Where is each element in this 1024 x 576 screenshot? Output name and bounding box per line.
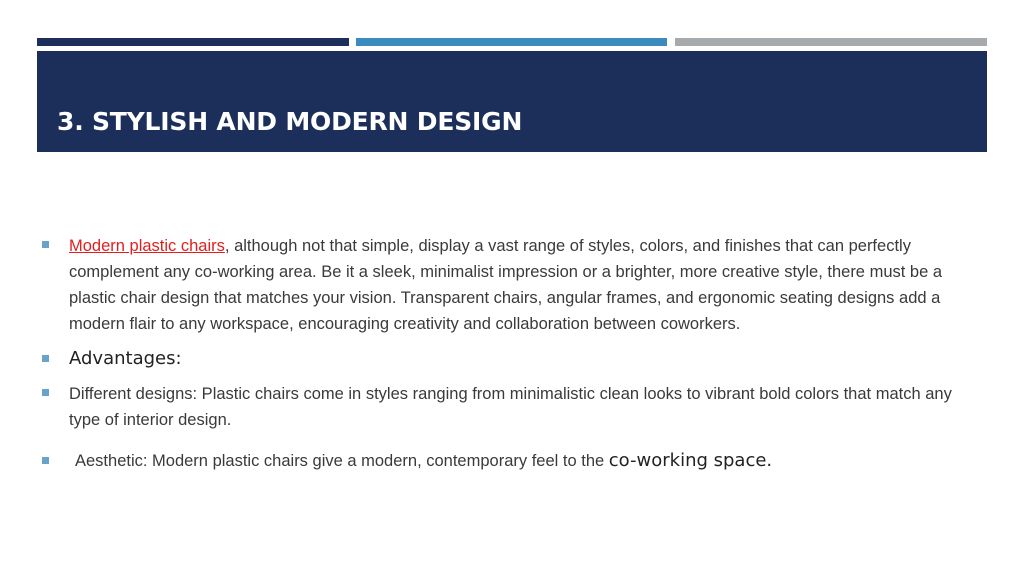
slide-title: 3. STYLISH AND MODERN DESIGN [57,107,523,136]
item-text: , although not that simple, display a vast range of styles, colors, and finishes that can perfectly complement any co-working area. Be it a sleek, minimalist impression or a brighter, more creative style, there must be a plastic chair design that matches your vision. Transparent chairs, angular frames, and ergonomic seating designs add a modern flair to any workspace, encouraging creativity and collaboration between coworkers. [69,237,943,333]
square-bullet-icon [42,241,49,248]
bullet-list [42,233,962,474]
advantages-heading: Advantages: [69,348,182,369]
square-bullet-icon [42,389,49,396]
item-text: Aesthetic: Modern plastic chairs give a modern, contemporary feel to the [75,452,609,470]
list-item [42,448,962,474]
accent-bar-blue [356,38,667,46]
accent-bar-gray [675,38,987,46]
square-bullet-icon [42,355,49,362]
accent-bar-dark [37,38,349,46]
list-item [42,346,962,372]
item-text-tail: co-working space. [608,450,773,471]
title-banner [37,51,987,152]
square-bullet-icon [42,457,49,464]
modern-plastic-chairs-link[interactable]: Modern plastic chairs [69,237,225,255]
list-item [42,381,962,433]
list-item [42,233,962,337]
item-text: Different designs: Plastic chairs come in styles ranging from minimalistic clean looks to vibrant bold colors that match any type of interior design. [69,385,952,429]
